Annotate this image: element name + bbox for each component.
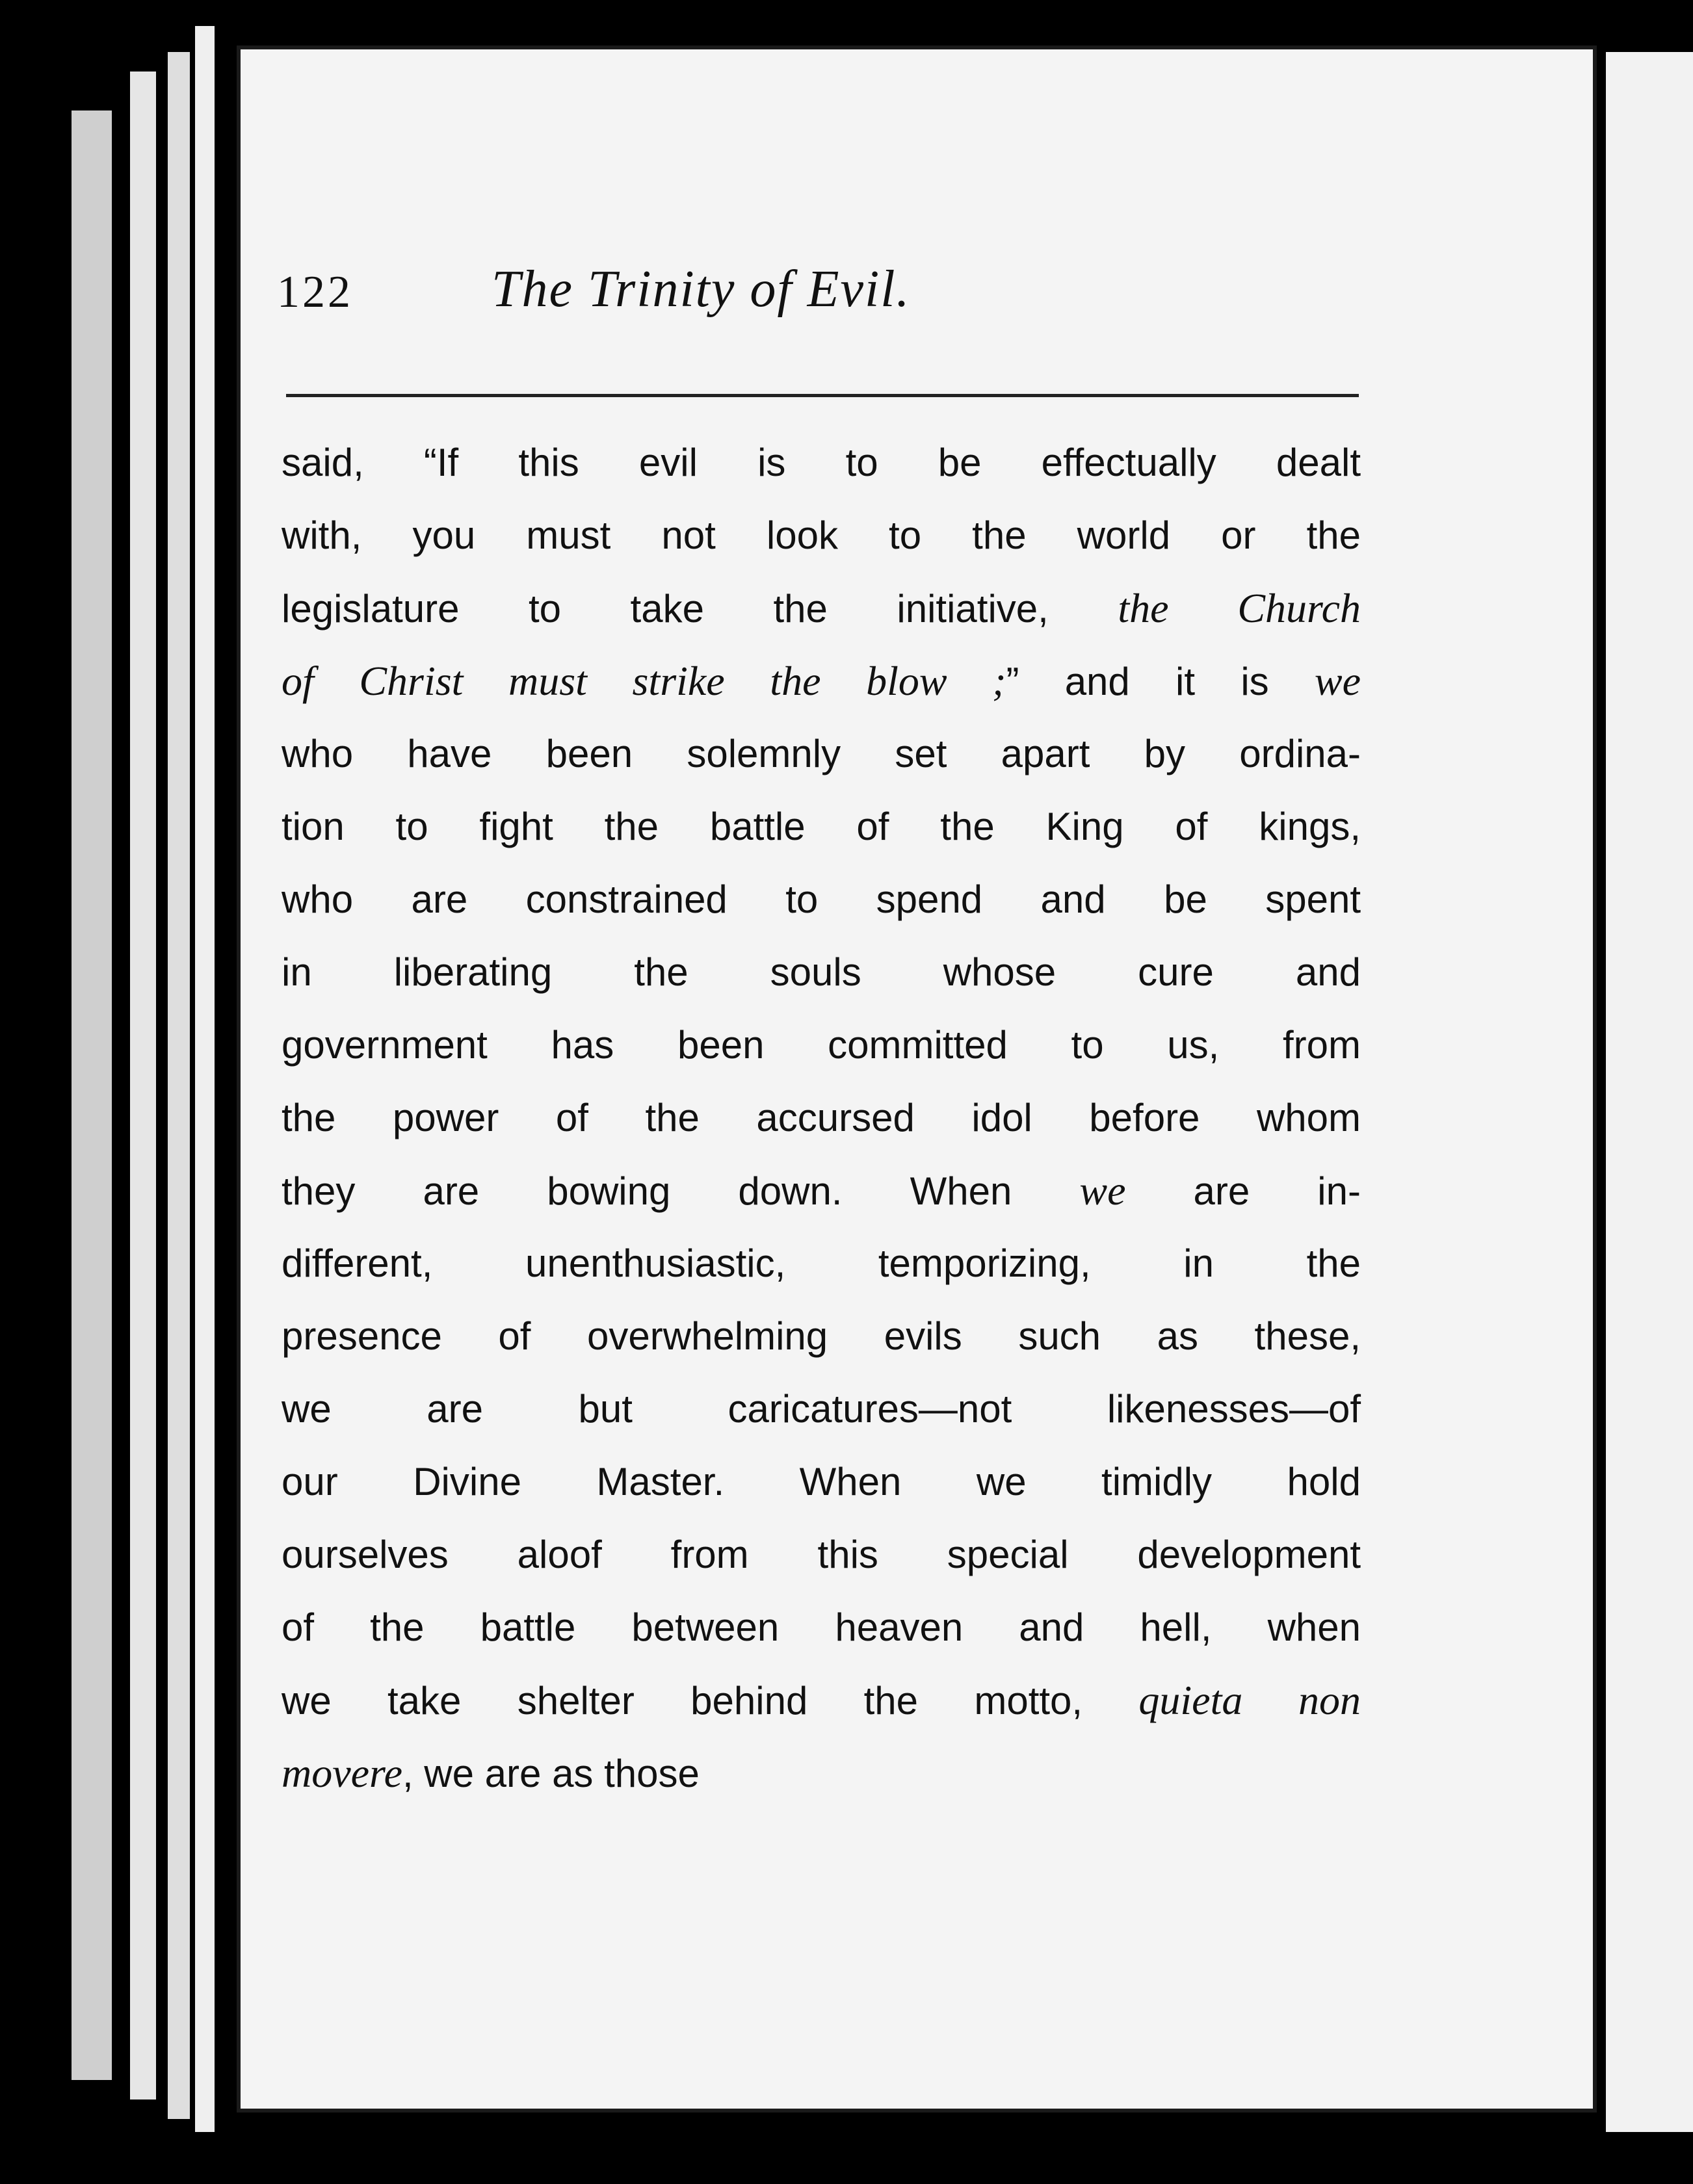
text-line: presence of overwhelming evils such as these, — [282, 1314, 1361, 1358]
text-line: who are constrained to spend and be spent — [282, 878, 1361, 921]
text-line: of Christ must strike the blow ;” and it is we — [282, 658, 1361, 704]
facing-page-edge — [1606, 52, 1693, 2132]
page-number: 122 — [277, 267, 353, 317]
text-line: said, “If this evil is to be effectually dealt — [282, 441, 1361, 484]
page-header — [277, 260, 1122, 338]
text-line: different, unenthusiastic, temporizing, in the — [282, 1242, 1361, 1285]
running-title: The Trinity of Evil. — [492, 261, 911, 318]
text-line: who have been solemnly set apart by ordina- — [282, 732, 1361, 775]
text-line: tion to fight the battle of the King of kings, — [282, 805, 1361, 848]
text-line: ourselves aloof from this special development — [282, 1533, 1361, 1576]
italic-word: we — [1079, 1167, 1126, 1214]
text-line: we are but caricatures—not likenesses—of — [282, 1387, 1361, 1431]
text-line: of the battle between heaven and hell, when — [282, 1606, 1361, 1649]
italic-word: movere — [282, 1750, 402, 1796]
text-line: legislature to take the initiative, the Church — [282, 585, 1361, 631]
book-edge-3 — [168, 52, 190, 2119]
header-rule — [286, 394, 1359, 397]
italic-phrase: of Christ must strike the blow ; — [282, 658, 1006, 704]
italic-phrase: quieta non — [1138, 1677, 1361, 1723]
italic-phrase: the Church — [1118, 585, 1361, 631]
body-text — [282, 426, 1361, 1810]
book-edge-1 — [72, 110, 112, 2080]
book-edge-4 — [195, 26, 215, 2132]
text-line: we take shelter behind the motto, quieta non — [282, 1677, 1361, 1723]
text-line: movere, we are as those — [282, 1750, 700, 1796]
text-line: in liberating the souls whose cure and — [282, 950, 1361, 994]
italic-word: we — [1314, 658, 1361, 704]
text-line: with, you must not look to the world or the — [282, 514, 1361, 557]
book-edge-2 — [130, 72, 156, 2100]
text-line: our Divine Master. When we timidly hold — [282, 1460, 1361, 1503]
text-line: the power of the accursed idol before whom — [282, 1096, 1361, 1139]
text-line: government has been committed to us, from — [282, 1023, 1361, 1067]
text-line: they are bowing down. When we are in- — [282, 1167, 1361, 1214]
